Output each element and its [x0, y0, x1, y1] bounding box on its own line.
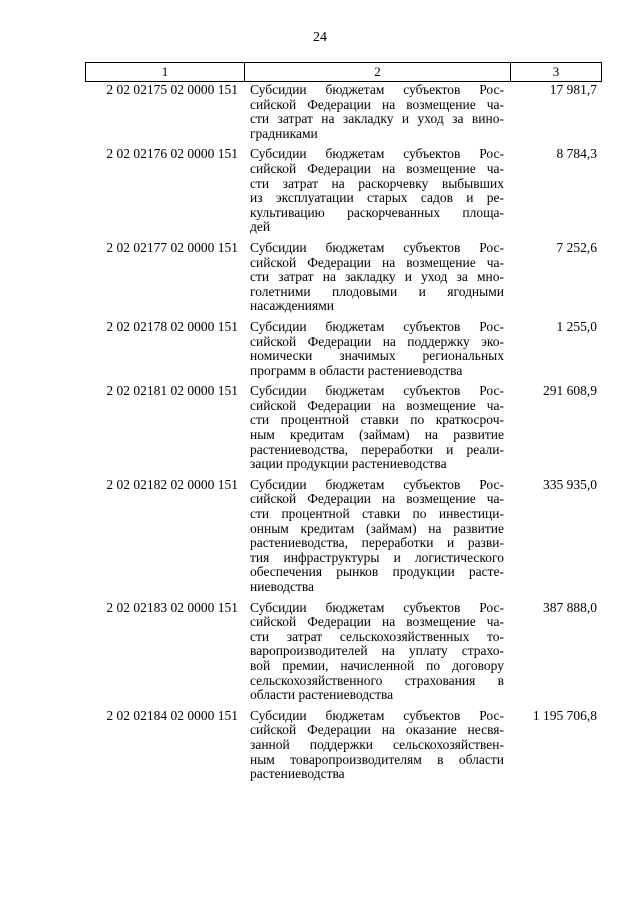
item-description — [244, 601, 510, 703]
budget-code: 2 02 02178 02 0000 151 — [106, 318, 238, 334]
item-description — [244, 478, 510, 595]
description-line: Субсидии бюджетам субъектов Рос- — [250, 239, 504, 255]
amount-value: 291 608,9 — [543, 383, 597, 399]
description-line: сийской Федерации на возмещение ча- — [250, 614, 504, 630]
description-line: дей — [250, 219, 271, 235]
amount-value: 7 252,6 — [556, 239, 597, 255]
item-description — [244, 709, 510, 782]
table-row — [85, 241, 602, 314]
description-line: сти затрат на закладку и уход за мно- — [250, 269, 504, 285]
table-header — [85, 62, 602, 82]
column-3-header: 3 — [552, 64, 560, 79]
description-line: сти затрат на закладку и уход за вино- — [250, 111, 504, 127]
description-line: онным кредитам (займам) на развитие — [250, 520, 504, 536]
description-line: сийской Федерации на возмещение ча- — [250, 397, 504, 413]
table-body — [85, 83, 602, 782]
description-line: растениеводства, переработки и реали- — [250, 441, 504, 457]
description-line: Субсидии бюджетам субъектов Рос- — [250, 82, 504, 97]
description-line: зации продукции растениеводства — [250, 456, 447, 472]
budget-code: 2 02 02181 02 0000 151 — [106, 383, 238, 399]
column-2-header: 2 — [245, 63, 511, 81]
item-description — [244, 384, 510, 472]
description-line: сти затрат сельскохозяйственных то- — [250, 628, 504, 644]
item-description — [244, 241, 510, 314]
description-line: растениеводства, переработки и разви- — [250, 535, 504, 551]
table-row — [85, 384, 602, 472]
description-line: культивацию раскорчеванных площа- — [250, 204, 504, 220]
budget-code: 2 02 02182 02 0000 151 — [106, 476, 238, 492]
description-line: сти процентной ставки по краткосроч- — [250, 412, 504, 428]
description-line: тия инфраструктуры и логистического — [250, 549, 504, 565]
description-line: сийской Федерации на поддержку эко- — [250, 333, 504, 349]
budget-code: 2 02 02184 02 0000 151 — [106, 707, 238, 723]
description-line: сти затрат на раскорчевку выбывших — [250, 175, 504, 191]
description-line: насаждениями — [250, 298, 334, 314]
item-description — [244, 83, 510, 141]
amount-value: 335 935,0 — [543, 476, 597, 492]
budget-code: 2 02 02176 02 0000 151 — [106, 146, 238, 162]
column-1-header: 1 — [86, 63, 245, 81]
budget-code: 2 02 02177 02 0000 151 — [106, 239, 238, 255]
description-line: растениеводства — [250, 766, 345, 782]
description-line: области растениеводства — [250, 687, 394, 703]
description-line: обеспечения рынков продукции расте- — [250, 564, 504, 580]
table-row — [85, 147, 602, 235]
description-line: занной поддержки сельскохозяйствен- — [250, 736, 504, 752]
description-line: Субсидии бюджетам субъектов Рос- — [250, 707, 504, 723]
amount-value: 1 195 706,8 — [532, 707, 597, 723]
description-line: Субсидии бюджетам субъектов Рос- — [250, 318, 504, 334]
table-row — [85, 320, 602, 378]
description-line: варопроизводителей на уплату страхо- — [250, 643, 504, 659]
description-line: Субсидии бюджетам субъектов Рос- — [250, 146, 504, 162]
description-line: сти процентной ставки по инвестици- — [250, 506, 504, 522]
table-row — [85, 478, 602, 595]
description-line: ным кредитам (займам) на развитие — [250, 427, 504, 443]
table-row — [85, 709, 602, 782]
description-line: сийской Федерации на возмещение ча- — [250, 491, 504, 507]
page-number: 24 — [313, 30, 327, 45]
item-description — [244, 147, 510, 235]
description-line: градниками — [250, 125, 318, 141]
amount-value: 387 888,0 — [543, 599, 597, 615]
table-row — [85, 601, 602, 703]
description-line: ниеводства — [250, 579, 315, 594]
amount-value: 8 784,3 — [556, 146, 597, 162]
amount-value: 1 255,0 — [556, 318, 597, 334]
item-description — [244, 320, 510, 378]
amount-value: 17 981,7 — [549, 82, 597, 97]
description-line: Субсидии бюджетам субъектов Рос- — [250, 599, 504, 615]
description-line: из эксплуатации старых садов и ре- — [250, 190, 504, 206]
description-line: вой премии, начисленной по договору — [250, 657, 504, 673]
description-line: сийской Федерации на возмещение ча- — [250, 160, 504, 176]
description-line: программ в области растениеводства — [250, 362, 463, 378]
budget-code: 2 02 02175 02 0000 151 — [106, 82, 238, 97]
description-line: сельскохозяйственного страхования в — [250, 672, 504, 688]
description-line: Субсидии бюджетам субъектов Рос- — [250, 476, 504, 492]
description-line: Субсидии бюджетам субъектов Рос- — [250, 383, 504, 399]
description-line: голетними плодовыми и ягодными — [250, 283, 504, 299]
description-line: сийской Федерации на оказание несвя- — [250, 722, 504, 738]
description-line: ным товаропроизводителям в области — [250, 751, 504, 767]
description-line: сийской Федерации на возмещение ча- — [250, 254, 504, 270]
description-line: номически значимых региональных — [250, 348, 504, 364]
description-line: сийской Федерации на возмещение ча- — [250, 96, 504, 112]
table-row — [85, 83, 602, 141]
budget-code: 2 02 02183 02 0000 151 — [106, 599, 238, 615]
